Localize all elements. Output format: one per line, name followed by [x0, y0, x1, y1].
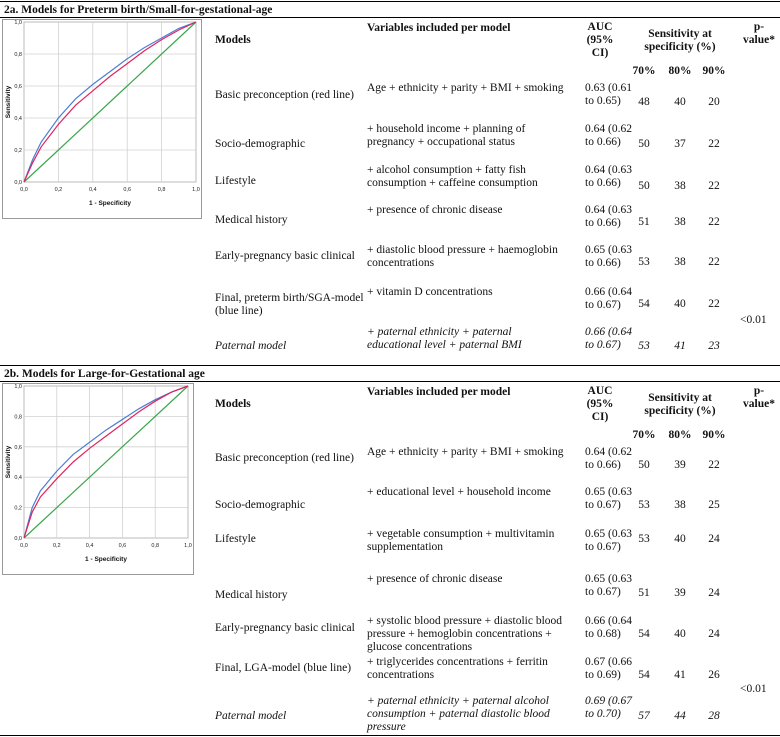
- sens-70: 54: [638, 628, 650, 640]
- y-tick-label: 0,4: [14, 116, 22, 122]
- p-value-2a: <0.01: [740, 314, 767, 326]
- sens-70: 53: [638, 340, 650, 352]
- sens-80: 41: [674, 340, 686, 352]
- header-70: 70%: [632, 65, 656, 77]
- sens-80: 39: [674, 587, 686, 599]
- header-80: 80%: [668, 65, 692, 77]
- section-title-2a: 2a. Models for Preterm birth/Small-for-gestational-age: [4, 4, 273, 16]
- x-tick-label: 0,0: [20, 543, 28, 549]
- x-tick-label: 0,2: [52, 543, 61, 549]
- header-70: 70%: [632, 429, 656, 441]
- model-auc: 0.65 (0.63 to 0.67): [585, 573, 632, 598]
- sens-80: 39: [674, 459, 686, 471]
- sens-90: 26: [708, 669, 720, 681]
- x-tick-label: 1,0: [192, 187, 200, 193]
- model-variables: + vegetable consumption + multivitamin supplementation: [367, 528, 555, 553]
- header-variables: Variables included per model: [367, 386, 511, 398]
- sens-90: 22: [708, 138, 720, 150]
- section-title-2b: 2b. Models for Large-for-Gestational age: [4, 368, 205, 380]
- sens-90: 22: [708, 180, 720, 192]
- y-tick-label: 0,8: [14, 414, 22, 421]
- x-tick-label: 0,0: [20, 187, 28, 193]
- header-auc: AUC (95% CI): [586, 21, 614, 59]
- model-name: Early-pregnancy basic clinical: [215, 250, 355, 262]
- sens-90: 22: [708, 459, 720, 471]
- model-variables: + paternal ethnicity + paternal educational level + paternal BMI: [367, 326, 522, 351]
- model-name: Paternal model: [215, 340, 287, 352]
- model-auc: 0.66 (0.64 to 0.67): [585, 286, 632, 311]
- x-tick-label: 0,6: [118, 543, 127, 549]
- y-tick-label: 0,2: [14, 148, 22, 154]
- header-pvalue: p-value*: [743, 21, 775, 46]
- y-tick-label: 1,0: [14, 20, 22, 26]
- model-auc: 0.64 (0.62 to 0.66): [585, 446, 632, 471]
- model-variables: + vitamin D concentrations: [367, 286, 493, 298]
- model-name: Socio-demographic: [215, 138, 306, 150]
- header-sensitivity: Sensitivity at specificity (%): [644, 392, 716, 417]
- sens-80: 38: [674, 499, 686, 511]
- model-variables: + systolic blood pressure + diastolic blood pressure + hemoglobin concentrations + glucose concentrations: [367, 615, 563, 653]
- model-name: Medical history: [215, 214, 288, 226]
- header-80: 80%: [668, 429, 692, 441]
- x-tick-label: 0,8: [151, 543, 160, 549]
- y-axis-label: Sensitivity: [5, 445, 12, 479]
- sens-70: 50: [638, 138, 650, 150]
- model-name: Final, preterm birth/SGA-model (blue line): [215, 292, 364, 317]
- x-axis-label: 1 - Specificity: [89, 200, 131, 207]
- model-variables: + educational level + household income: [367, 486, 551, 498]
- section-divider-2a: [0, 17, 780, 18]
- model-variables: + presence of chronic disease: [367, 573, 503, 585]
- model-name: Paternal model: [215, 710, 287, 722]
- model-name: Socio-demographic: [215, 499, 306, 511]
- model-variables: + alcohol consumption + fatty fish consumption + caffeine consumption: [367, 164, 538, 189]
- sens-70: 54: [638, 669, 650, 681]
- bottom-border: [0, 735, 780, 736]
- sens-90: 25: [708, 499, 720, 511]
- header-models: Models: [215, 34, 251, 46]
- model-auc: 0.63 (0.61 to 0.65): [585, 82, 632, 107]
- sens-80: 37: [674, 138, 686, 150]
- sens-70: 53: [638, 499, 650, 511]
- x-axis-label: 1 - Specificity: [85, 556, 127, 563]
- sens-70: 53: [638, 256, 650, 268]
- sens-70: 50: [638, 180, 650, 192]
- x-tick-label: 0,6: [123, 187, 132, 193]
- header-pvalue: p-value*: [743, 385, 775, 410]
- header-models: Models: [215, 398, 251, 410]
- model-variables: + paternal ethnicity + paternal alcohol consumption + paternal diastolic blood pressure: [367, 695, 550, 733]
- model-auc: 0.66 (0.64 to 0.67): [585, 326, 632, 351]
- sens-90: 24: [708, 587, 720, 599]
- header-90: 90%: [702, 429, 726, 441]
- model-auc: 0.65 (0.63 to 0.66): [585, 244, 632, 269]
- model-variables: + triglycerides concentrations + ferritin concentrations: [367, 656, 548, 681]
- header-auc: AUC (95% CI): [586, 385, 614, 423]
- model-variables: Age + ethnicity + parity + BMI + smoking: [367, 446, 564, 458]
- model-name: Basic preconception (red line): [215, 89, 354, 101]
- y-tick-label: 0,6: [14, 84, 22, 90]
- sens-70: 48: [638, 96, 650, 108]
- roc-chart-2a: [2, 19, 202, 219]
- sens-80: 40: [674, 533, 686, 545]
- model-auc: 0.66 (0.64 to 0.68): [585, 615, 632, 640]
- model-variables: Age + ethnicity + parity + BMI + smoking: [367, 82, 564, 94]
- header-sensitivity: Sensitivity at specificity (%): [644, 28, 716, 53]
- p-value-2b: <0.01: [740, 683, 767, 695]
- sens-70: 51: [638, 587, 650, 599]
- sens-80: 38: [674, 256, 686, 268]
- x-tick-label: 0,4: [88, 187, 97, 193]
- y-tick-label: 1,0: [14, 384, 22, 390]
- sens-90: 24: [708, 628, 720, 640]
- sens-70: 54: [638, 298, 650, 310]
- sens-90: 22: [708, 256, 720, 268]
- sens-80: 44: [674, 710, 686, 722]
- header-variables: Variables included per model: [367, 22, 511, 34]
- sens-80: 38: [674, 216, 686, 228]
- model-auc: 0.65 (0.63 to 0.67): [585, 528, 632, 553]
- sens-80: 40: [674, 96, 686, 108]
- sens-70: 57: [638, 710, 650, 722]
- sens-70: 50: [638, 459, 650, 471]
- y-tick-label: 0,8: [14, 52, 22, 58]
- sens-90: 24: [708, 533, 720, 545]
- top-border: [0, 1, 780, 2]
- model-name: Early-pregnancy basic clinical: [215, 622, 355, 634]
- x-tick-label: 0,8: [157, 187, 166, 193]
- model-name: Final, LGA-model (blue line): [215, 662, 352, 674]
- model-variables: + presence of chronic disease: [367, 204, 503, 216]
- sens-90: 20: [708, 96, 720, 108]
- x-tick-label: 0,2: [54, 187, 63, 193]
- model-variables: + household income + planning of pregnancy + occupational status: [367, 123, 526, 148]
- y-tick-label: 0,4: [14, 475, 22, 482]
- x-tick-label: 0,4: [85, 543, 94, 549]
- sens-80: 38: [674, 180, 686, 192]
- model-name: Medical history: [215, 589, 288, 601]
- sens-90: 22: [708, 298, 720, 310]
- model-name: Lifestyle: [215, 533, 256, 545]
- model-auc: 0.67 (0.66 to 0.69): [585, 656, 632, 681]
- section-divider-top-2b: [0, 365, 780, 366]
- y-tick-label: 0,2: [14, 505, 22, 512]
- model-auc: 0.65 (0.63 to 0.67): [585, 486, 632, 511]
- sens-90: 23: [708, 340, 720, 352]
- model-auc: 0.64 (0.63 to 0.66): [585, 204, 632, 229]
- model-variables: + diastolic blood pressure + haemoglobin concentrations: [367, 244, 558, 269]
- sens-90: 28: [708, 710, 720, 722]
- roc-chart-2b: [2, 383, 194, 575]
- y-tick-label: 0,6: [14, 444, 22, 451]
- model-auc: 0.69 (0.67 to 0.70): [585, 695, 632, 720]
- sens-80: 40: [674, 298, 686, 310]
- model-name: Lifestyle: [215, 175, 256, 187]
- sens-90: 22: [708, 216, 720, 228]
- sens-70: 51: [638, 216, 650, 228]
- model-name: Basic preconception (red line): [215, 452, 354, 464]
- header-90: 90%: [702, 65, 726, 77]
- model-auc: 0.64 (0.62 to 0.66): [585, 123, 632, 148]
- model-auc: 0.64 (0.63 to 0.66): [585, 164, 632, 189]
- x-tick-label: 1,0: [184, 543, 192, 549]
- section-divider-2b: [0, 381, 780, 382]
- sens-80: 40: [674, 628, 686, 640]
- sens-80: 41: [674, 669, 686, 681]
- y-tick-label: 0,0: [14, 536, 22, 542]
- sens-70: 53: [638, 533, 650, 545]
- y-axis-label: Sensitivity: [5, 85, 12, 119]
- y-tick-label: 0,0: [14, 180, 22, 186]
